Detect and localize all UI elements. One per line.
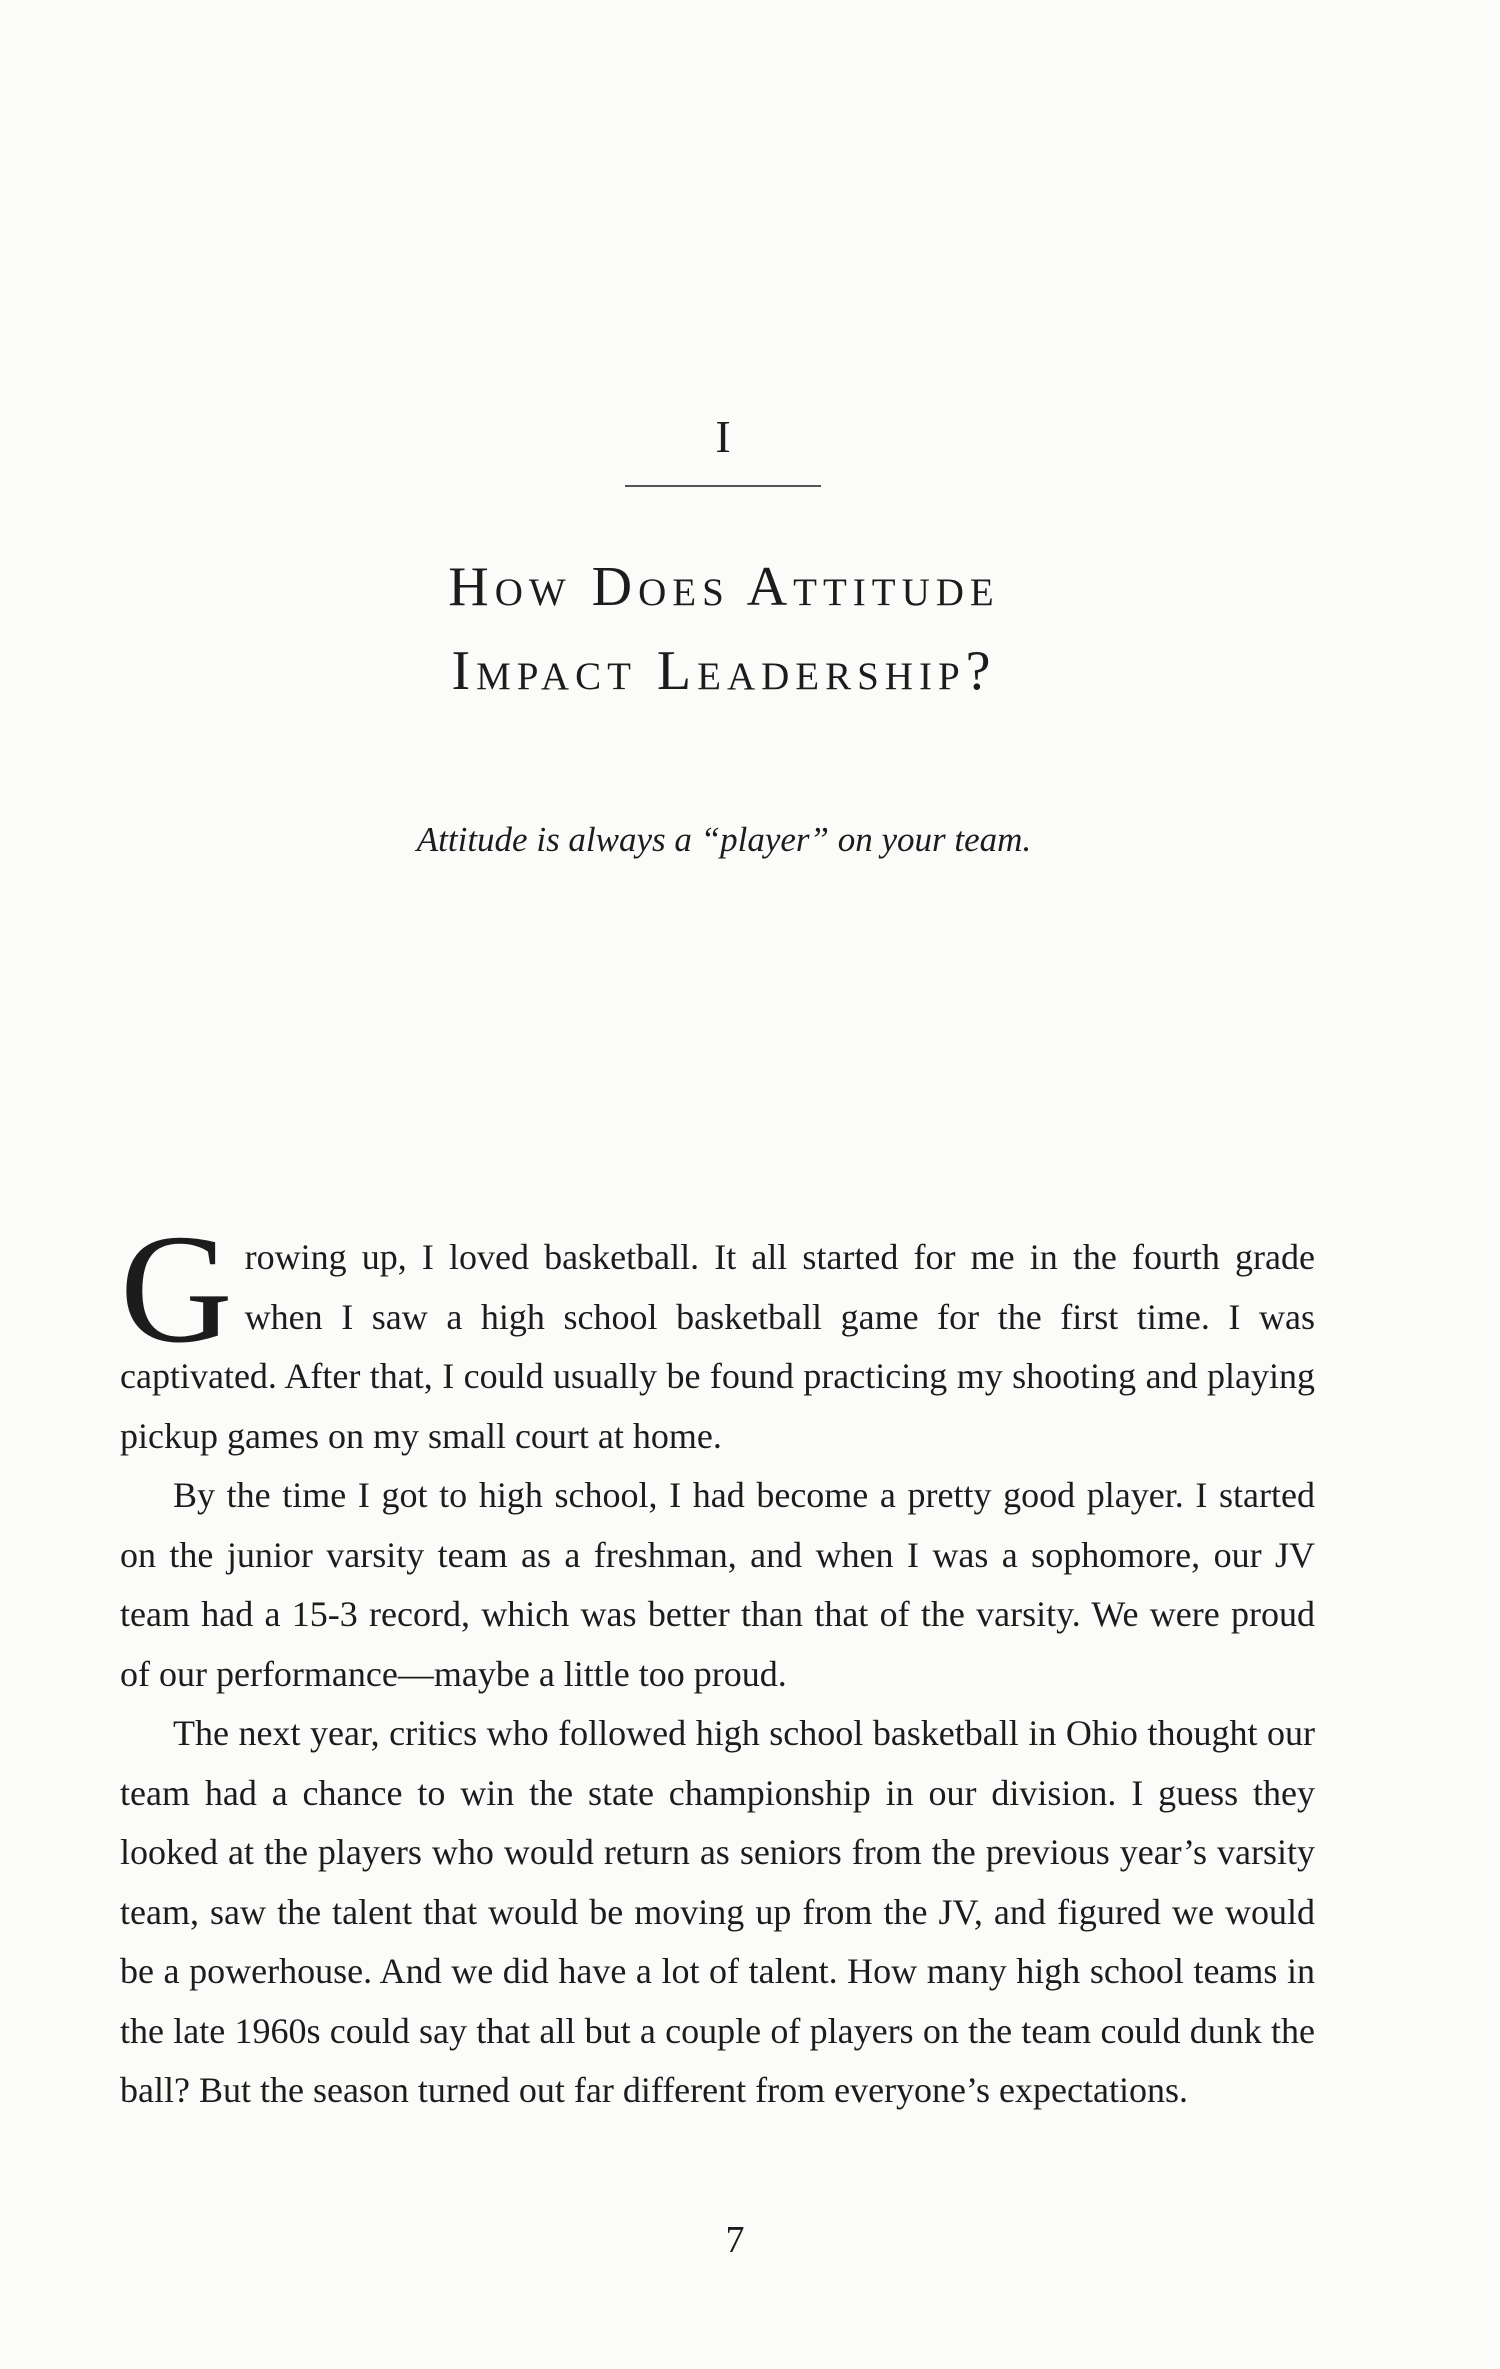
- chapter-epigraph: Attitude is always a “player” on your team.: [416, 820, 1032, 859]
- body-text: [120, 1202, 1315, 2121]
- chapter-title-line-1: How Does Attitude: [448, 556, 1000, 618]
- chapter-divider: [625, 485, 821, 487]
- drop-cap: G: [120, 1202, 233, 1375]
- paragraph-1-text: rowing up, I loved basketball. It all started for me in the fourth grade when I saw a high school basketball game for the first time. I was captivated. After that, I could usually be found practicing my shooting and playing pickup games on my small court at home.: [120, 1237, 1315, 1456]
- chapter-title: [0, 545, 1448, 713]
- paragraph-2: By the time I got to high school, I had become a pretty good player. I started on the junior varsity team as a freshman, and when I was a sophomore, our JV team had a 15-3 record, which was better than that of the varsity. We were proud of our performance—maybe a little too proud.: [120, 1475, 1315, 1694]
- chapter-number: I: [715, 411, 733, 462]
- paragraph-1: [120, 1202, 1315, 1466]
- page-number: 7: [725, 2219, 745, 2261]
- chapter-title-line-2: Impact Leadership?: [451, 640, 997, 702]
- paragraph-3: The next year, critics who followed high school basketball in Ohio thought our team had a chance to win the state championship in our division. I guess they looked at the players who would return as seniors from the previous year’s varsity team, saw the talent that would be moving up from the JV, and figured we would be a powerhouse. And we did have a lot of talent. How many high school teams in the late 1960s could say that all but a couple of players on the team could dunk the ball? But the season turned out far different from everyone’s expectations.: [120, 1713, 1315, 2110]
